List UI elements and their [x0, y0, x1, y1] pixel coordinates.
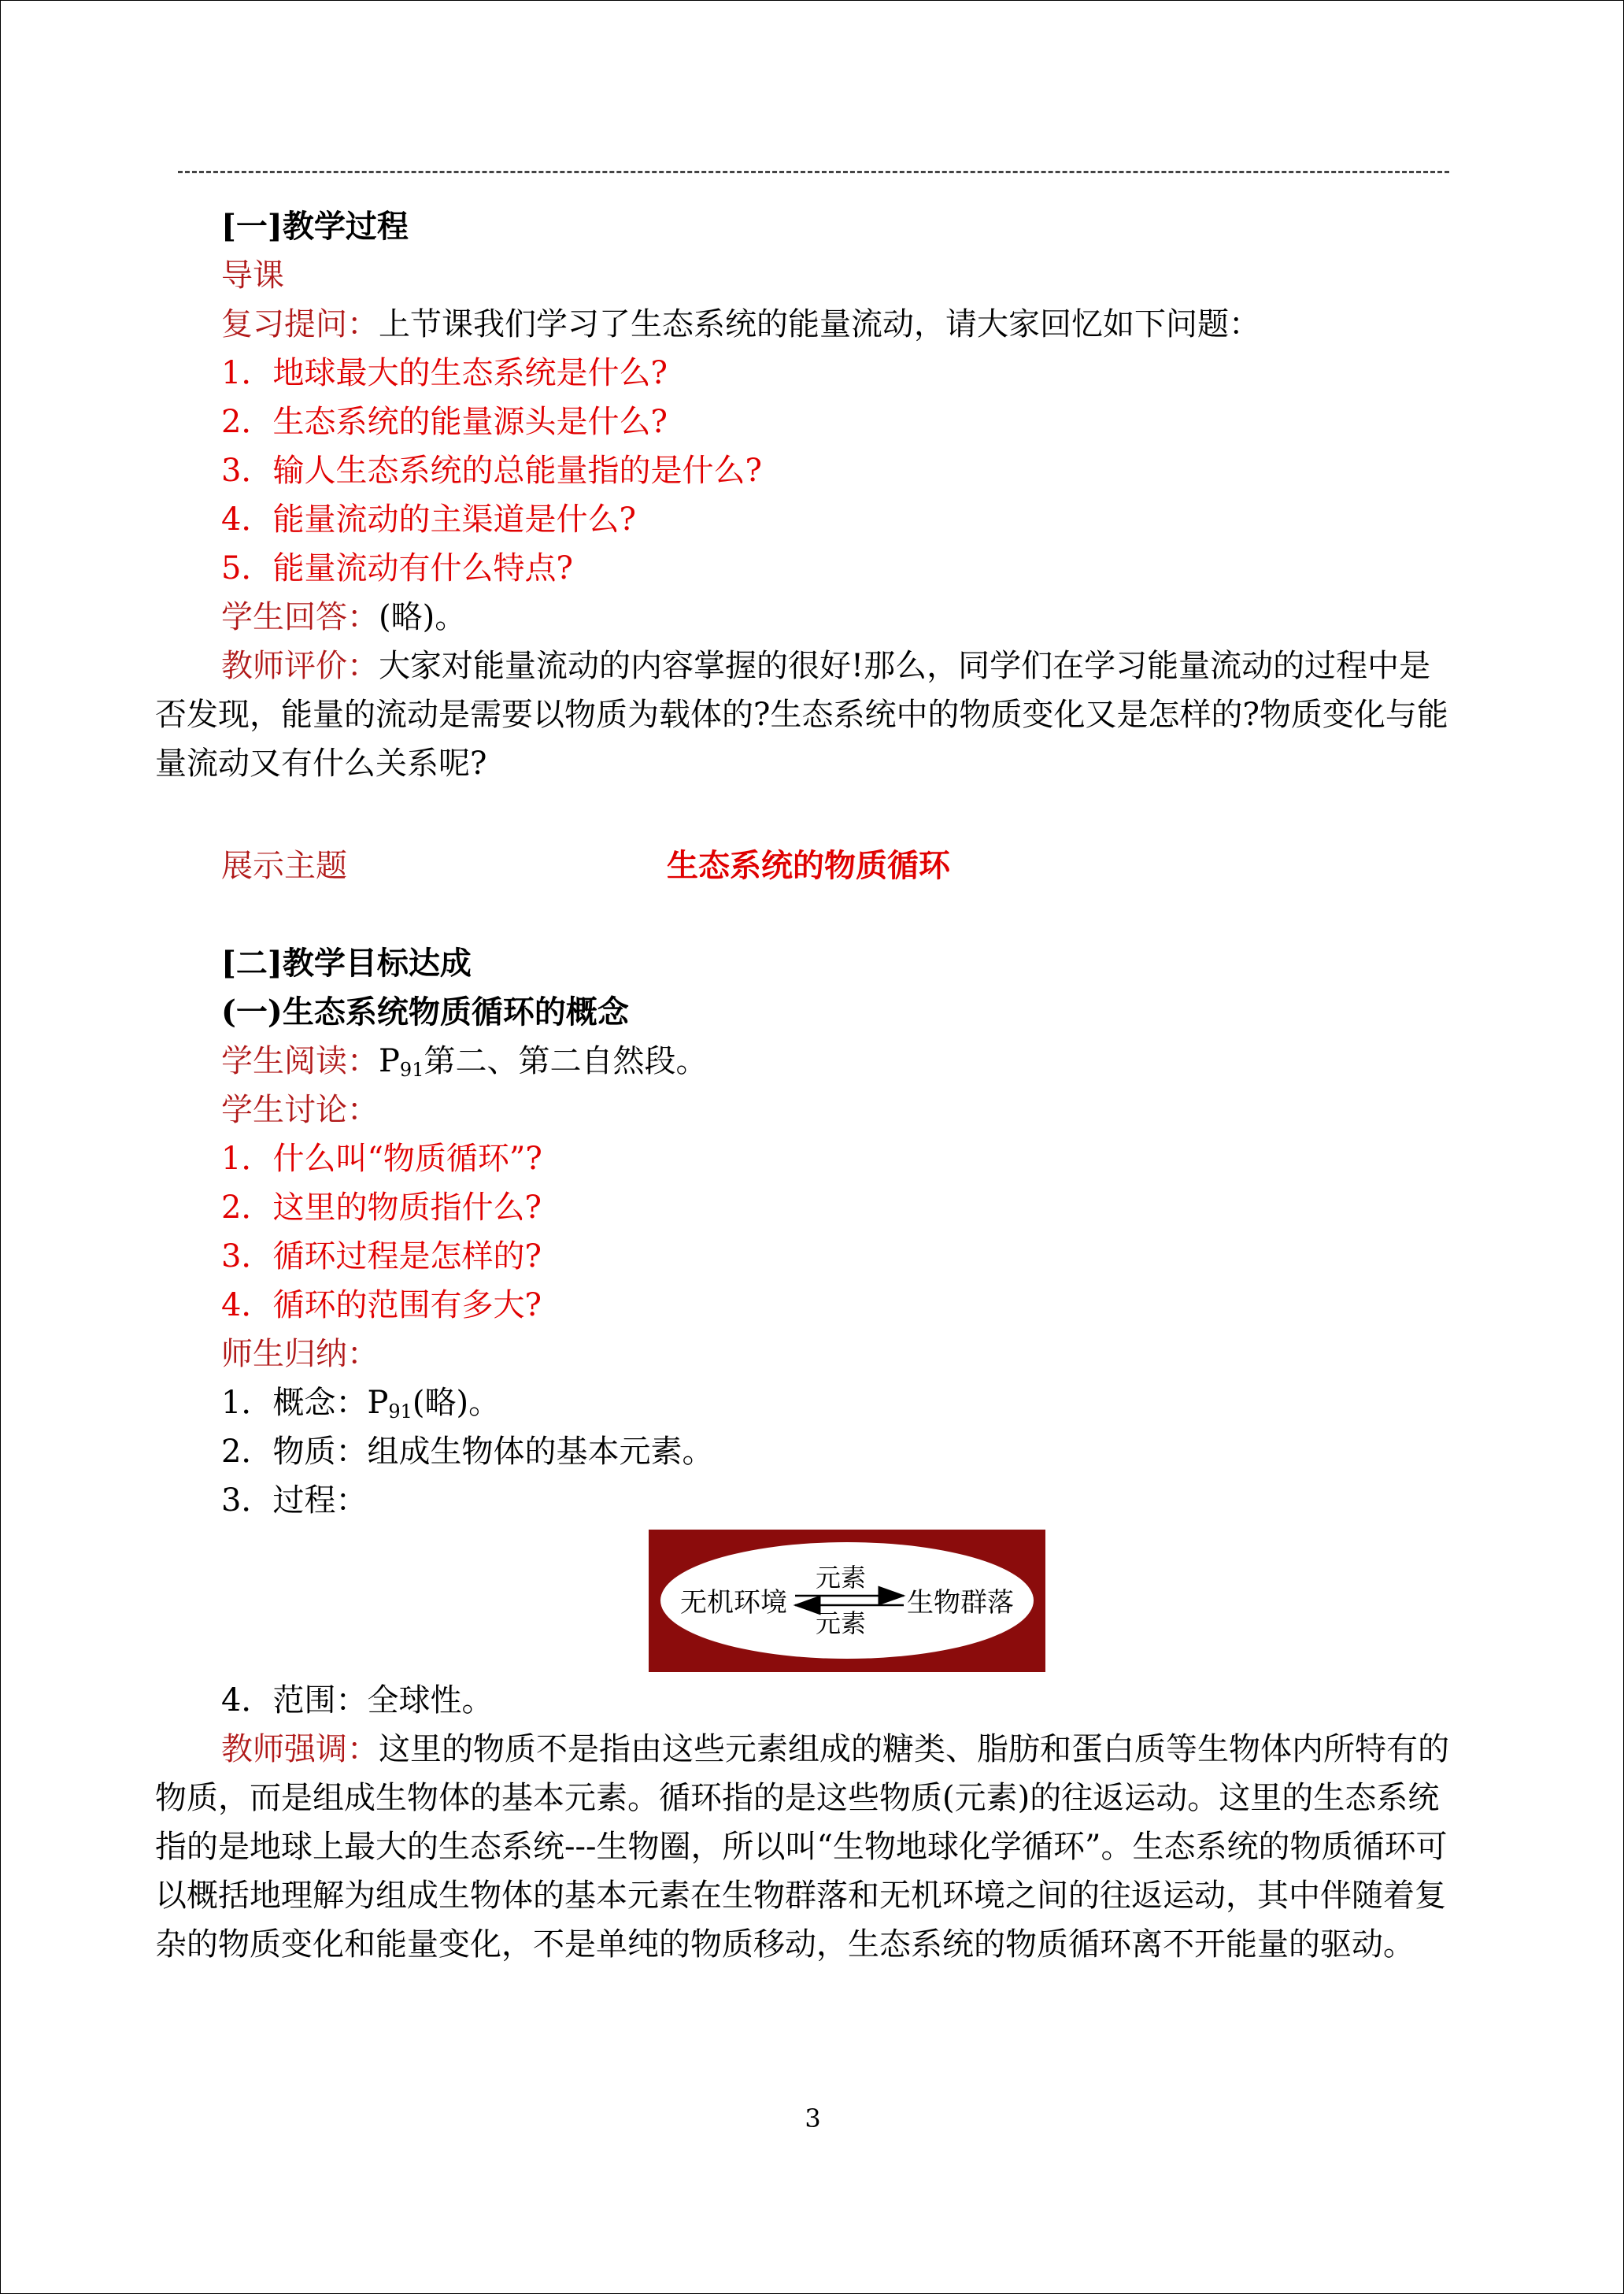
discussion-label: 学生讨论： — [221, 1092, 379, 1128]
review-question: 5．能量流动有什么特点? — [221, 550, 573, 586]
summary-label: 师生归纳： — [221, 1336, 379, 1372]
student-answer-text: (略)。 — [379, 599, 467, 635]
student-answer-label: 学生回答： — [221, 599, 379, 635]
review-line — [221, 300, 1260, 349]
section2-title: [二]教学目标达成 — [221, 945, 472, 982]
diagram-left-node: 无机环境 — [680, 1587, 787, 1619]
review-label: 复习提问： — [221, 306, 379, 342]
teacher-emphasis-paragraph — [155, 1725, 1462, 1969]
teacher-eval-text: 大家对能量流动的内容掌握的很好!那么，同学们在学习能量流动的过程中是否发现，能量的流动是需要以物质为载体的?生态系统中的物质变化又是怎样的?物质变化与能量流动又有什么关系呢? — [155, 648, 1448, 782]
review-question: 4．能量流动的主渠道是什么? — [221, 501, 636, 538]
theme-title: 生态系统的物质循环 — [667, 847, 950, 884]
diagram-bottom-label: 元素 — [816, 1608, 867, 1638]
teacher-eval-label: 教师评价： — [221, 648, 379, 684]
teacher-eval-paragraph — [155, 642, 1462, 788]
review-text: 上节课我们学习了生态系统的能量流动，请大家回忆如下问题： — [379, 306, 1260, 342]
review-question: 1．地球最大的生态系统是什么? — [221, 355, 668, 391]
diagram-top-label: 元素 — [816, 1563, 867, 1593]
discussion-question: 3．循环过程是怎样的? — [221, 1238, 542, 1275]
header-dashed-rule — [178, 171, 1449, 173]
section1-title: [一]教学过程 — [221, 208, 409, 245]
intro-label: 导课 — [221, 257, 284, 294]
discussion-question: 1．什么叫“物质循环”? — [221, 1141, 542, 1177]
diagram-right-node: 生物群落 — [907, 1587, 1014, 1619]
summary-item1-subscript: 91 — [388, 1400, 412, 1423]
review-question: 3．输人生态系统的总能量指的是什么? — [221, 453, 762, 489]
summary-item-scope: 4．范围：全球性。 — [221, 1682, 494, 1719]
student-answer-line — [221, 593, 466, 642]
teacher-emphasis-label: 教师强调： — [221, 1731, 379, 1767]
summary-item-substance: 2．物质：组成生物体的基本元素。 — [221, 1434, 714, 1470]
reading-p: P — [379, 1043, 400, 1079]
subsection1-title: (一)生态系统物质循环的概念 — [221, 993, 629, 1030]
summary-item1-suffix: (略)。 — [412, 1385, 501, 1421]
teacher-emphasis-text: 这里的物质不是指由这些元素组成的糖类、脂肪和蛋白质等生物体内所特有的物质，而是组成生物体的基本元素。循环指的是这些物质(元素)的往返运动。这里的生态系统指的是地球上最大的生态系统---生物圈，所以叫“生物地球化学循环”。生态系统的物质循环可以概括地理解为组成生物体的基本元素在生物群落和无机环境之间的往返运动，其中伴随着复杂的物质变化和能量变化，不是单纯的物质移动，生态系统的物质循环离不开能量的驱动。 — [155, 1731, 1449, 1963]
page-number: 3 — [805, 2103, 821, 2133]
summary-item-process: 3．过程： — [221, 1482, 368, 1519]
reading-text: 第二、第二自然段。 — [424, 1043, 708, 1079]
reading-subscript: 91 — [399, 1059, 424, 1081]
reading-label: 学生阅读： — [221, 1043, 379, 1079]
theme-label: 展示主题 — [221, 848, 347, 884]
summary-item1-prefix: 1．概念：P — [221, 1385, 389, 1421]
cycle-diagram — [649, 1530, 1045, 1672]
review-question: 2．生态系统的能量源头是什么? — [221, 404, 668, 440]
discussion-question: 2．这里的物质指什么? — [221, 1190, 542, 1226]
cycle-diagram-svg — [649, 1530, 1045, 1672]
discussion-question: 4．循环的范围有多大? — [221, 1287, 542, 1323]
